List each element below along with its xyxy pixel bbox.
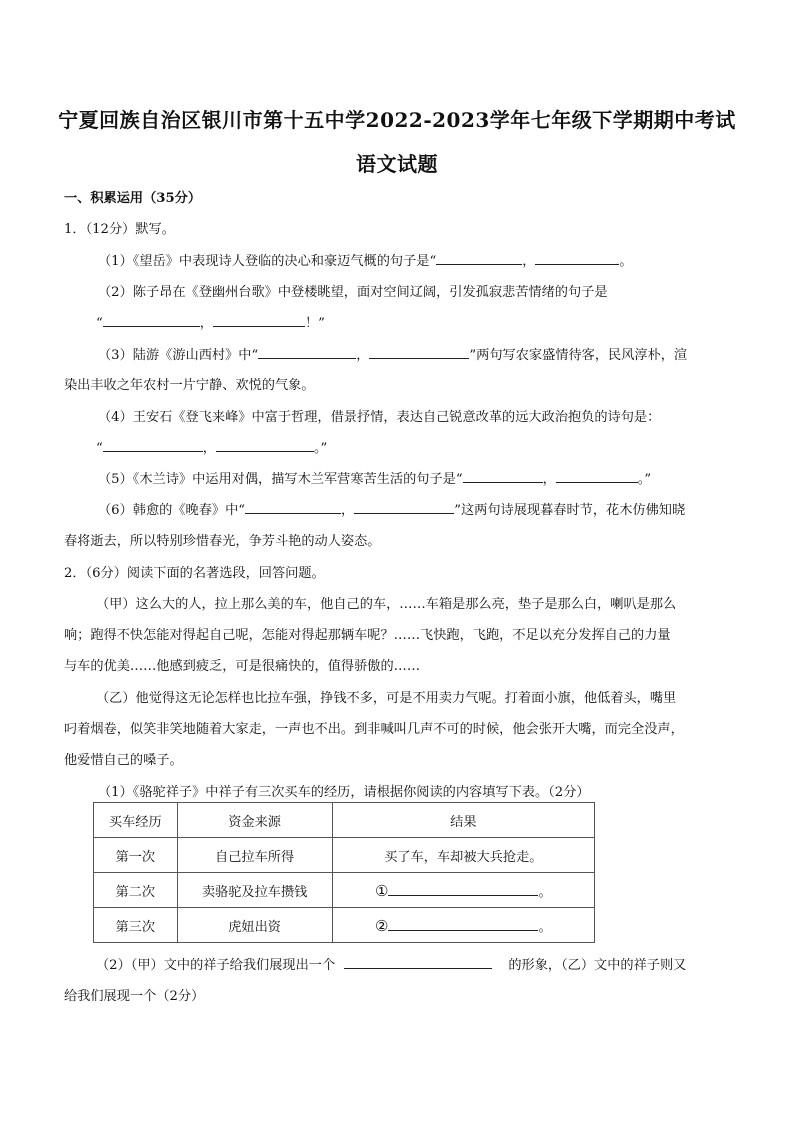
q2-sub-1: （1）《骆驼祥子》中祥子有三次买车的经历，请根据你阅读的内容填写下表。（2分） <box>98 785 590 800</box>
table-header: 买车经历 <box>94 803 178 838</box>
q1-item-5: （5）《木兰诗》中运用对偶，描写木兰军营寒苦生活的句子是“ ， 。” <box>98 472 652 487</box>
purchase-table <box>93 802 595 943</box>
question-2-stem: 2．（6分）阅读下面的名著选段，回答问题。 <box>64 566 325 581</box>
answer-blank[interactable] <box>463 471 543 483</box>
answer-blank[interactable] <box>103 315 200 327</box>
q1-item-6-cont: 春将逝去，所以特别珍惜春光，争芳斗艳的动人姿态。 <box>64 534 381 549</box>
q1-item-4: （4）王安石《登飞来峰》中富于哲理，借景抒情，表达自己锐意改革的远大政治抱负的诗句是： <box>98 410 661 425</box>
table-cell: ① 。 <box>332 873 594 908</box>
answer-blank[interactable] <box>388 884 538 896</box>
table-row <box>94 838 595 873</box>
answer-blank[interactable] <box>388 919 538 931</box>
q1-item-2: （2）陈子昂在《登幽州台歌》中登楼眺望，面对空间辽阔，引发孤寂悲苦情绪的句子是 <box>98 285 608 300</box>
answer-blank[interactable] <box>258 347 356 359</box>
table-cell: ② 。 <box>332 908 594 943</box>
q2-sub-2-cont: 给我们展现一个（2分） <box>64 989 205 1004</box>
q1-item-1: （1）《望岳》中表现诗人登临的决心和豪迈气概的句子是“ ， 。 <box>98 254 633 269</box>
answer-blank[interactable] <box>436 253 522 265</box>
answer-blank[interactable] <box>556 471 638 483</box>
answer-blank[interactable] <box>245 502 341 514</box>
circled-number: ① <box>375 881 389 900</box>
table-header: 资金来源 <box>177 803 332 838</box>
passage-a-line: 与车的优美……他感到疲乏，可是很痛快的，值得骄傲的…… <box>64 659 421 674</box>
section-heading: 一、积累运用（35分） <box>64 191 202 206</box>
table-header-row <box>94 803 595 838</box>
answer-blank[interactable] <box>535 253 619 265</box>
q1-item-3: （3）陆游《游山西村》中“ ， ”两句写农家盛情待客，民风淳朴，渲 <box>98 348 688 363</box>
table-cell: 第三次 <box>94 908 178 943</box>
answer-blank[interactable] <box>354 502 454 514</box>
passage-b-line: （乙）他觉得这无论怎样也比拉车强，挣钱不多，可是不用卖力气呢。打着面小旗，他低着头，嘴里 <box>96 691 677 706</box>
circled-number: ② <box>375 916 389 935</box>
q1-item-6: （6）韩愈的《晚春》中“ ， ”这两句诗展现暮春时节，花木仿佛知晓 <box>98 503 686 518</box>
table-cell: 买了车，车却被大兵抢走。 <box>332 838 594 873</box>
table-row <box>94 873 595 908</box>
table-row <box>94 908 595 943</box>
answer-blank[interactable] <box>103 440 203 452</box>
q1-item-2-answer: “ ， ！” <box>96 316 325 331</box>
passage-b-line: 叼着烟卷，似笑非笑地随着大家走，一声也不出。到非喊叫几声不可的时候，他会张开大嘴，而完全没声， <box>64 722 684 737</box>
answer-blank[interactable] <box>344 957 492 969</box>
table-cell: 卖骆驼及拉车攒钱 <box>177 873 332 908</box>
page-subtitle: 语文试题 <box>356 152 438 176</box>
question-1-stem: 1．（12分）默写。 <box>64 222 175 237</box>
passage-a-line: （甲）这么大的人，拉上那么美的车，他自己的车，……车箱是那么亮，垫子是那么白，喇叭是那么 <box>96 597 677 612</box>
answer-blank[interactable] <box>213 315 305 327</box>
q2-sub-2: （2）（甲）文中的祥子给我们展现出一个 的形象，（乙）文中的祥子则又 <box>96 958 687 973</box>
passage-a-line: 响；跑得不快怎能对得起自己呢，怎能对得起那辆车呢？……飞快跑，飞跑，不足以充分发挥自己的力量 <box>64 628 671 643</box>
table-cell: 自己拉车所得 <box>177 838 332 873</box>
table-header: 结果 <box>332 803 594 838</box>
passage-b-line: 他爱惜自己的嗓子。 <box>64 753 183 768</box>
answer-blank[interactable] <box>216 440 314 452</box>
q1-item-4-answer: “ ， 。” <box>96 441 328 456</box>
table-cell: 第二次 <box>94 873 178 908</box>
q1-item-3-cont: 染出丰收之年农村一片宁静、欢悦的气象。 <box>64 378 315 393</box>
page-title: 宁夏回族自治区银川市第十五中学2022-2023学年七年级下学期期中考试 <box>58 108 736 132</box>
table-cell: 虎妞出资 <box>177 908 332 943</box>
table-cell: 第一次 <box>94 838 178 873</box>
answer-blank[interactable] <box>369 347 469 359</box>
